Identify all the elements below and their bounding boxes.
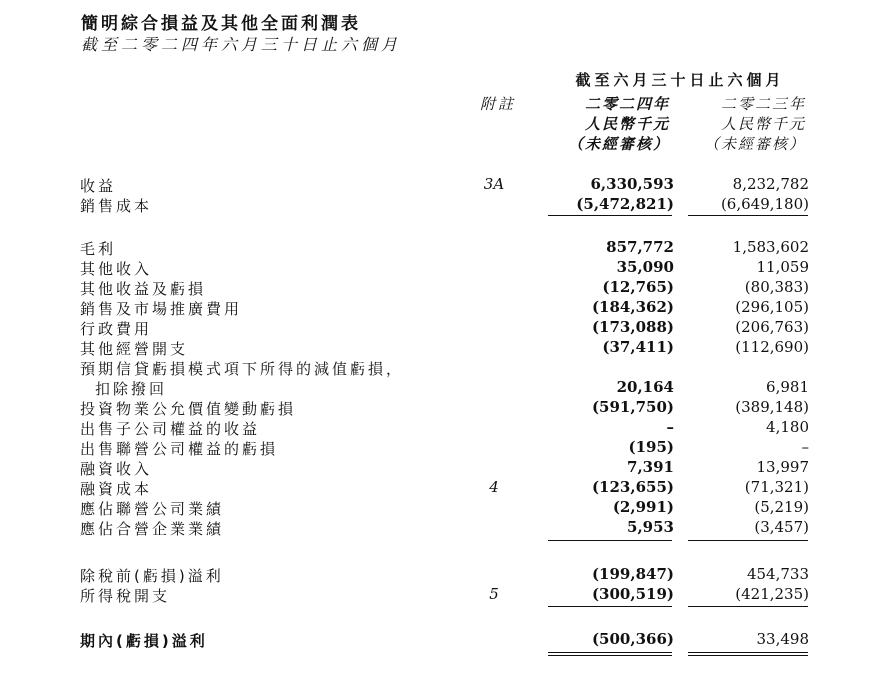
table-row bbox=[0, 358, 886, 378]
value-2023: 4,180 bbox=[766, 418, 809, 436]
col1-audit: （未經審核） bbox=[567, 135, 670, 153]
row-label: 應佔聯營公司業績 bbox=[80, 500, 225, 518]
subtotal-rule bbox=[688, 606, 808, 607]
table-row bbox=[0, 418, 886, 438]
row-label: 銷售成本 bbox=[80, 197, 153, 215]
value-2023: (71,321) bbox=[744, 478, 809, 496]
row-label: 銷售及市場推廣費用 bbox=[80, 300, 243, 318]
statement-title: 簡明綜合損益及其他全面利潤表 bbox=[81, 14, 361, 34]
row-note: 4 bbox=[489, 478, 499, 496]
value-2024: 35,090 bbox=[616, 258, 674, 276]
table-row bbox=[0, 338, 886, 358]
total-double-rule bbox=[688, 652, 808, 653]
subtotal-rule bbox=[548, 215, 672, 216]
period-header: 截至六月三十日止六個月 bbox=[575, 71, 785, 89]
table-row bbox=[0, 565, 886, 585]
value-2023: (5,219) bbox=[754, 498, 809, 516]
value-2023: – bbox=[801, 438, 809, 456]
row-label: 其他收益及虧損 bbox=[80, 280, 207, 298]
table-row bbox=[0, 585, 886, 605]
value-2024: (123,655) bbox=[591, 478, 674, 496]
value-2023: 6,981 bbox=[766, 378, 809, 396]
col1-unit: 人民幣千元 bbox=[584, 115, 670, 133]
value-2023: (296,105) bbox=[735, 298, 809, 316]
table-row bbox=[0, 398, 886, 418]
table-row bbox=[0, 278, 886, 298]
statement-subtitle: 截至二零二四年六月三十日止六個月 bbox=[81, 35, 402, 54]
table-row bbox=[0, 378, 886, 398]
value-2023: 454,733 bbox=[746, 565, 809, 583]
table-row bbox=[0, 318, 886, 338]
row-label: 出售子公司權益的收益 bbox=[80, 420, 261, 438]
table-row bbox=[0, 518, 886, 538]
value-2024: 7,391 bbox=[627, 458, 674, 476]
row-label: 收益 bbox=[80, 177, 117, 195]
value-2023: 1,583,602 bbox=[732, 238, 809, 256]
row-label: 扣除撥回 bbox=[95, 380, 168, 398]
value-2023: (421,235) bbox=[735, 585, 809, 603]
table-row bbox=[0, 478, 886, 498]
table-row bbox=[0, 458, 886, 478]
total-double-rule bbox=[548, 652, 672, 653]
table-row bbox=[0, 258, 886, 278]
table-row bbox=[0, 195, 886, 215]
value-2024: (12,765) bbox=[602, 278, 674, 296]
subtotal-rule bbox=[688, 215, 808, 216]
value-2024: (500,366) bbox=[591, 630, 674, 648]
col2-audit: （未經審核） bbox=[703, 135, 806, 153]
row-label: 融資成本 bbox=[80, 480, 153, 498]
total-double-rule bbox=[548, 655, 672, 656]
col2-year: 二零二三年 bbox=[720, 95, 806, 113]
subtotal-rule bbox=[548, 540, 672, 541]
row-label: 應佔合營企業業績 bbox=[80, 520, 225, 538]
row-label: 出售聯營公司權益的虧損 bbox=[80, 440, 279, 458]
table-row-total bbox=[0, 630, 886, 650]
value-2023: 8,232,782 bbox=[732, 175, 809, 193]
row-label: 投資物業公允價值變動虧損 bbox=[80, 400, 297, 418]
total-double-rule bbox=[688, 655, 808, 656]
table-row bbox=[0, 498, 886, 518]
value-2024: 6,330,593 bbox=[590, 175, 674, 193]
row-label: 其他收入 bbox=[80, 260, 153, 278]
value-2024: 20,164 bbox=[616, 378, 674, 396]
row-label: 融資收入 bbox=[80, 460, 153, 478]
table-row bbox=[0, 238, 886, 258]
value-2024: (195) bbox=[628, 438, 674, 456]
value-2024: (173,088) bbox=[591, 318, 674, 336]
value-2024: (2,991) bbox=[612, 498, 674, 516]
value-2023: (206,763) bbox=[735, 318, 809, 336]
row-note: 3A bbox=[483, 175, 505, 193]
value-2023: (3,457) bbox=[754, 518, 809, 536]
value-2023: 11,059 bbox=[756, 258, 809, 276]
notes-header: 附註 bbox=[480, 95, 517, 113]
value-2024: (300,519) bbox=[591, 585, 674, 603]
row-label: 除稅前(虧損)溢利 bbox=[80, 567, 224, 585]
value-2023: 33,498 bbox=[756, 630, 809, 648]
value-2024: (199,847) bbox=[591, 565, 674, 583]
col2-unit: 人民幣千元 bbox=[720, 115, 806, 133]
value-2023: (389,148) bbox=[735, 398, 809, 416]
row-label: 期內(虧損)溢利 bbox=[80, 632, 208, 650]
value-2024: 857,772 bbox=[606, 238, 674, 256]
table-row bbox=[0, 175, 886, 195]
value-2023: (6,649,180) bbox=[720, 195, 809, 213]
value-2024: (5,472,821) bbox=[576, 195, 674, 213]
row-note: 5 bbox=[489, 585, 499, 603]
row-label: 其他經營開支 bbox=[80, 340, 189, 358]
value-2024: (184,362) bbox=[591, 298, 674, 316]
table-row bbox=[0, 438, 886, 458]
table-row bbox=[0, 298, 886, 318]
row-label: 所得稅開支 bbox=[80, 587, 171, 605]
row-label: 預期信貸虧損模式項下所得的減值虧損， bbox=[80, 360, 405, 378]
value-2024: – bbox=[666, 418, 674, 436]
col1-year: 二零二四年 bbox=[584, 95, 670, 113]
value-2024: (37,411) bbox=[602, 338, 674, 356]
value-2024: 5,953 bbox=[627, 518, 674, 536]
value-2023: (112,690) bbox=[735, 338, 809, 356]
value-2023: (80,383) bbox=[744, 278, 809, 296]
subtotal-rule bbox=[688, 540, 808, 541]
row-label: 行政費用 bbox=[80, 320, 153, 338]
value-2024: (591,750) bbox=[591, 398, 674, 416]
subtotal-rule bbox=[548, 606, 672, 607]
value-2023: 13,997 bbox=[756, 458, 809, 476]
row-label: 毛利 bbox=[80, 240, 117, 258]
